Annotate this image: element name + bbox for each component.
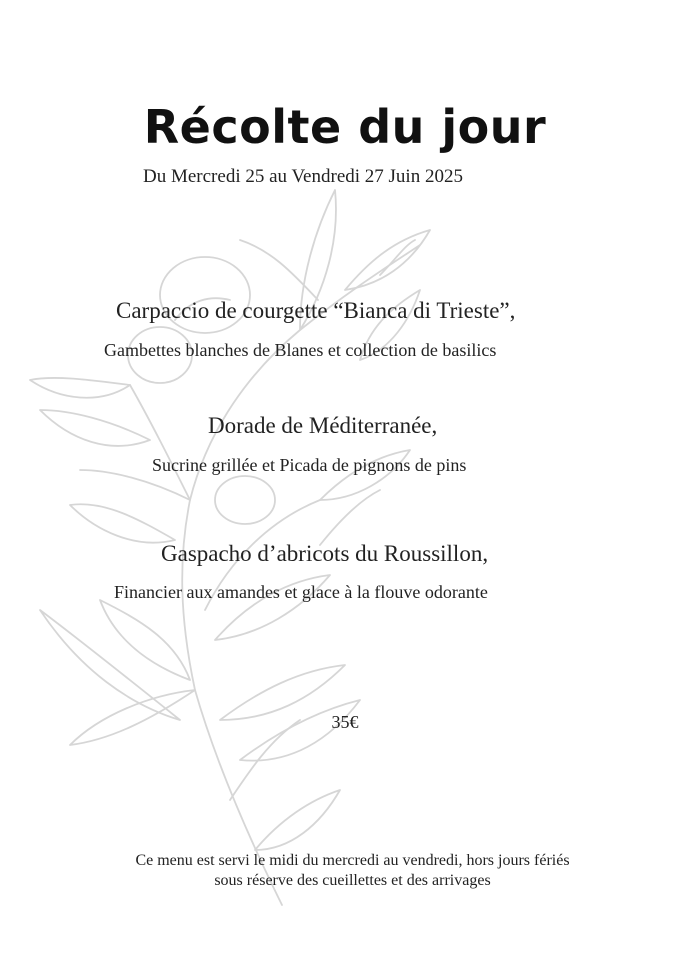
- course-1-description: Gambettes blanches de Blanes et collection de basilics: [104, 340, 497, 360]
- course-1-dish: Carpaccio de courgette “Bianca di Trieste”,: [116, 298, 516, 323]
- footer-line-1: Ce menu est servi le midi du mercredi au vendredi, hors jours fériés: [135, 852, 570, 869]
- course-2-dish: Dorade de Méditerranée,: [208, 413, 438, 438]
- course-2-description: Sucrine grillée et Picada de pignons de pins: [152, 455, 467, 475]
- menu-price: 35€: [331, 712, 359, 732]
- menu-footer: [0, 851, 690, 891]
- course-3-description: Financier aux amandes et glace à la flouve odorante: [114, 582, 488, 602]
- menu-title: Récolte du jour: [143, 100, 547, 154]
- course-3-dish: Gaspacho d’abricots du Roussillon,: [161, 541, 489, 566]
- footer-line-2: sous réserve des cueillettes et des arrivages: [214, 872, 491, 889]
- menu-dates: Du Mercredi 25 au Vendredi 27 Juin 2025: [143, 166, 463, 187]
